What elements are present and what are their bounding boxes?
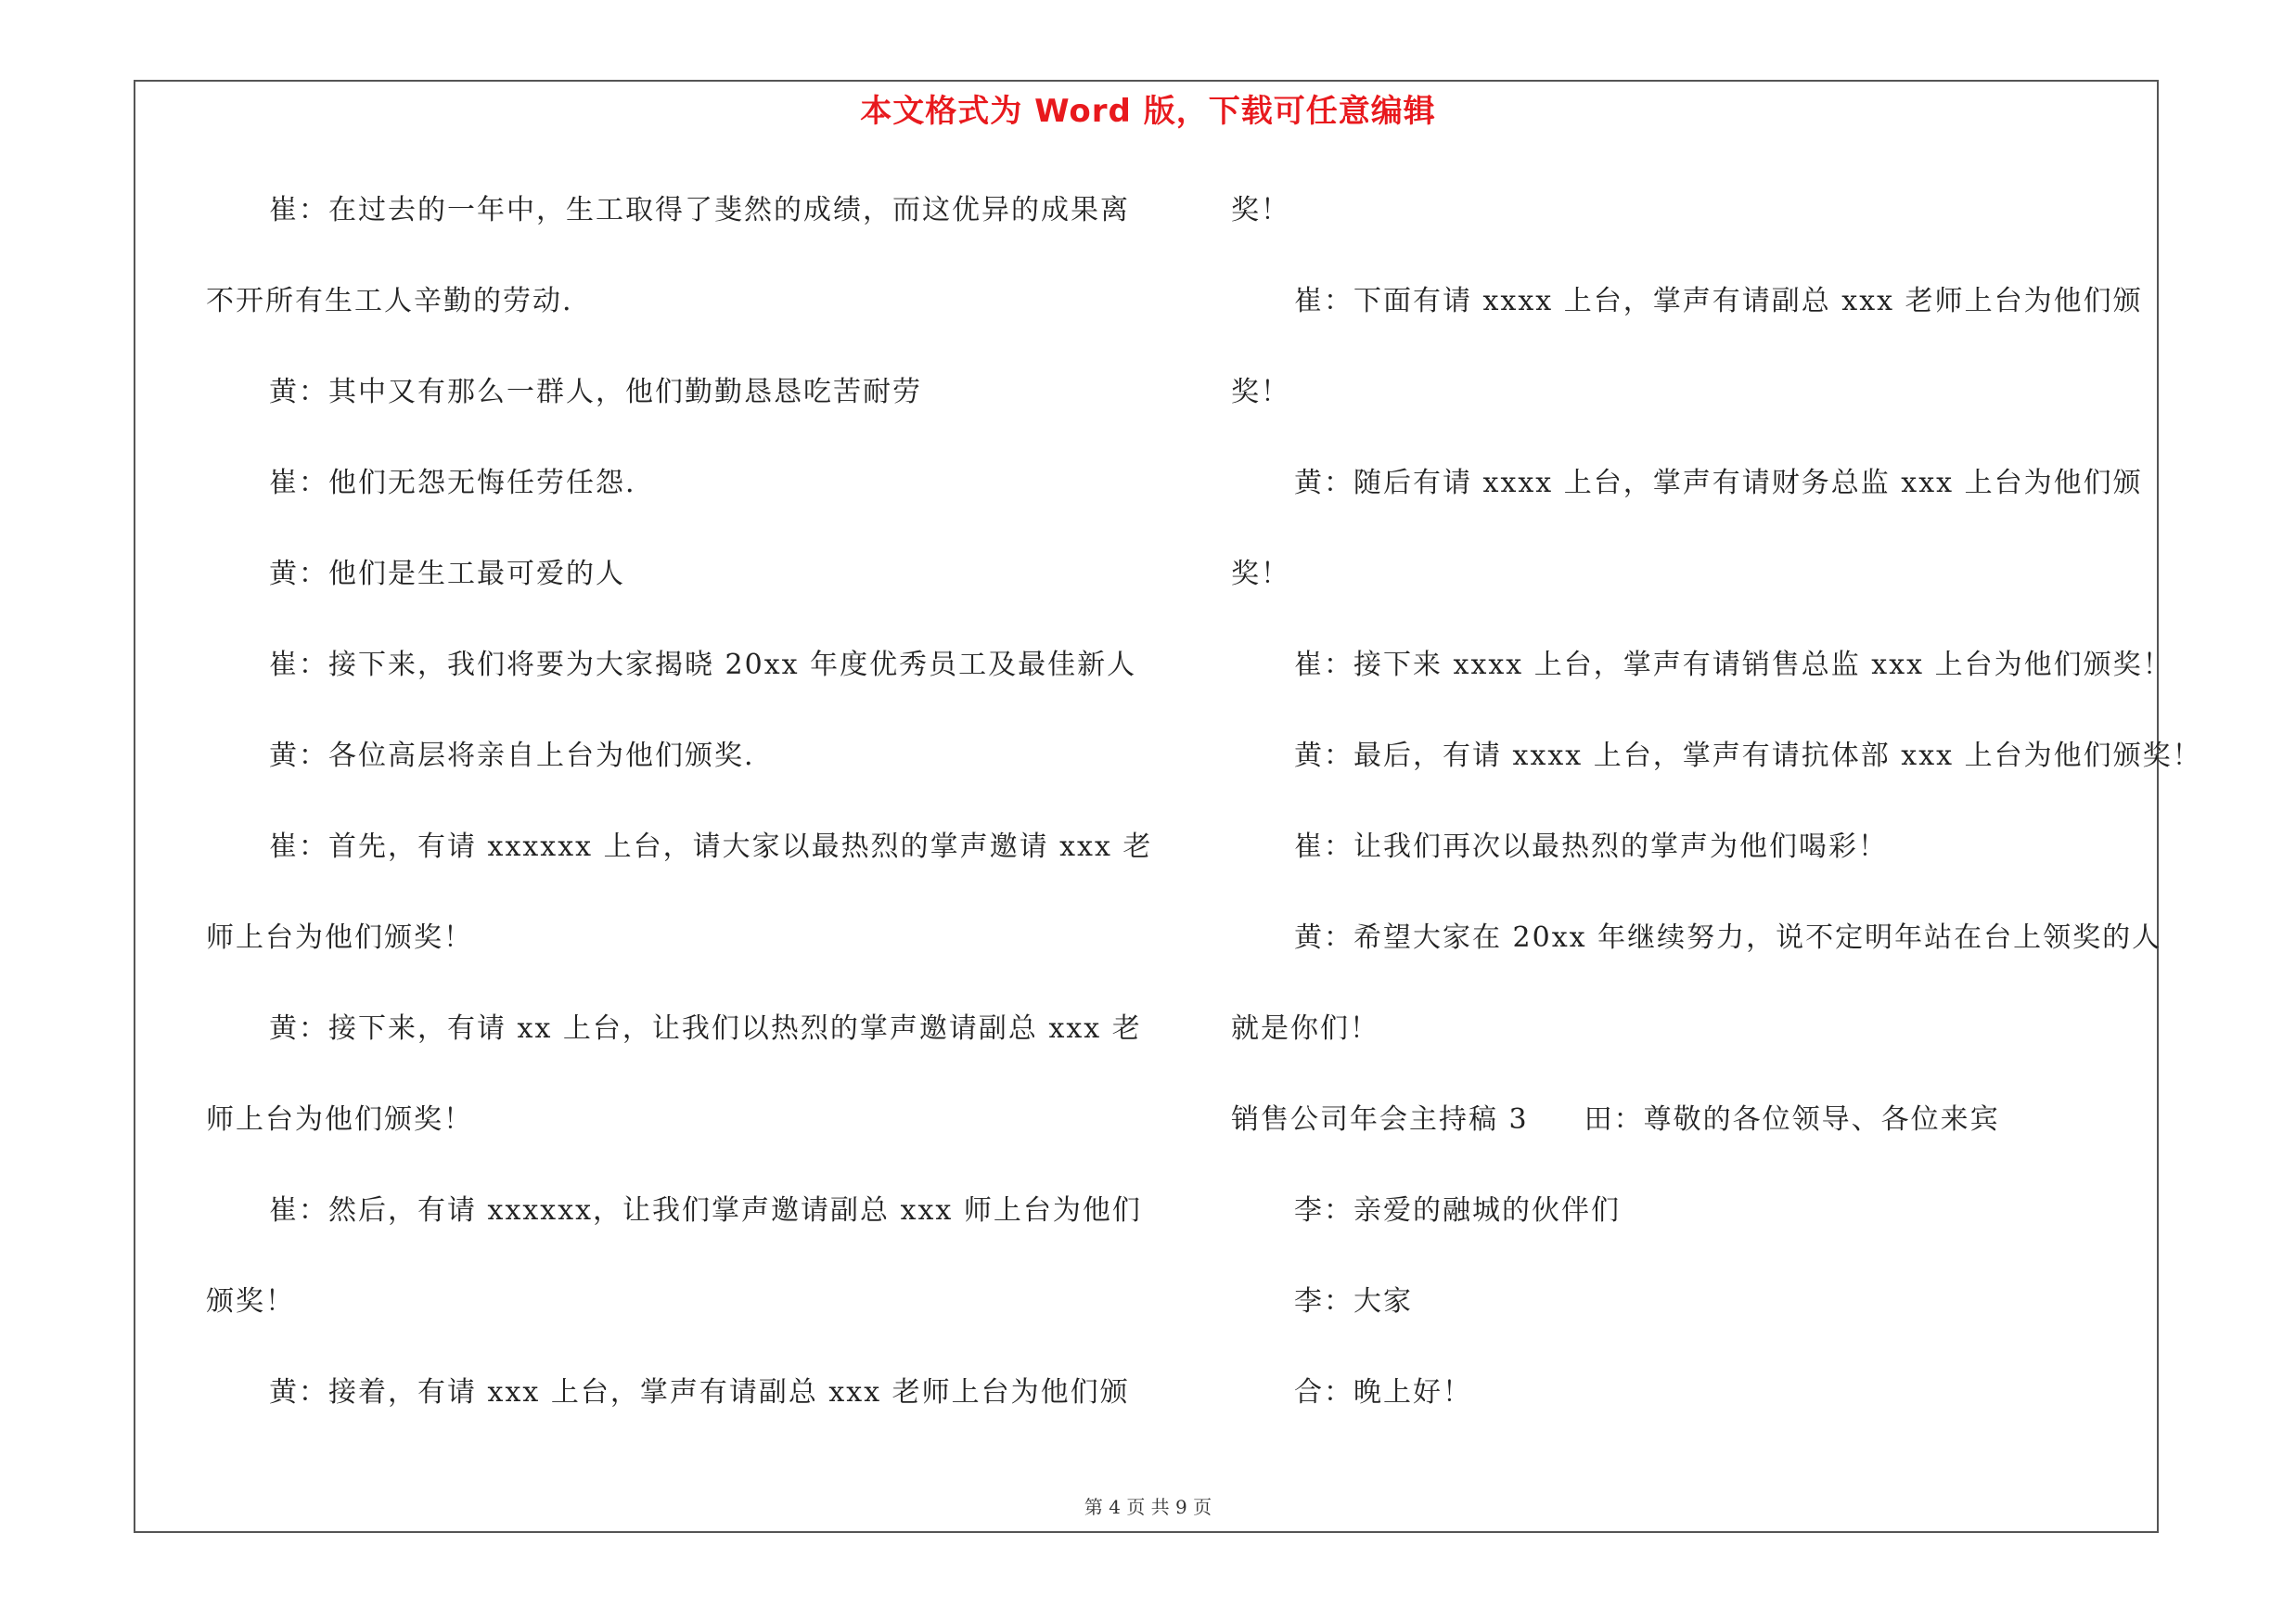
text-line: 崔：接下来，我们将要为大家揭晓 20xx 年度优秀员工及最佳新人 (269, 649, 1137, 681)
text-line: 崔：他们无怨无悔任劳任怨. (269, 467, 636, 499)
text-line: 师上台为他们颁奖！ (206, 921, 473, 954)
text-line: 黄：他们是生工最可爱的人 (269, 558, 625, 590)
text-line: 黄：希望大家在 20xx 年继续努力，说不定明年站在台上领奖的人 (1294, 921, 2162, 954)
text-line: 黄：随后有请 xxxx 上台，掌声有请财务总监 xxx 上台为他们颁 (1294, 467, 2143, 499)
text-line: 崔：让我们再次以最热烈的掌声为他们喝彩！ (1294, 831, 1888, 863)
text-line: 合：晚上好！ (1294, 1376, 1472, 1409)
format-banner: 本文格式为 Word 版，下载可任意编辑 (860, 93, 1436, 130)
text-line: 崔：然后，有请 xxxxxx，让我们掌声邀请副总 xxx 师上台为他们 (269, 1194, 1142, 1227)
text-line: 师上台为他们颁奖！ (206, 1103, 473, 1136)
section-heading: 销售公司年会主持稿 3 (1231, 1103, 1529, 1136)
text-line: 奖！ (1231, 194, 1290, 226)
text-line: 崔：接下来 xxxx 上台，掌声有请销售总监 xxx 上台为他们颁奖！ (1294, 649, 2173, 681)
text-line: 崔：首先，有请 xxxxxx 上台，请大家以最热烈的掌声邀请 xxx 老 (269, 831, 1153, 863)
text-line: 黄：接下来，有请 xx 上台，让我们以热烈的掌声邀请副总 xxx 老 (269, 1012, 1142, 1045)
text-line: 黄：最后，有请 xxxx 上台，掌声有请抗体部 xxx 上台为他们颁奖！ (1294, 740, 2202, 772)
text-line: 不开所有生工人辛勤的劳动. (206, 285, 573, 317)
text-line: 崔：在过去的一年中，生工取得了斐然的成绩，而这优异的成果离 (269, 194, 1130, 226)
text-line: 颁奖！ (206, 1285, 295, 1318)
text-line: 崔：下面有请 xxxx 上台，掌声有请副总 xxx 老师上台为他们颁 (1294, 285, 2143, 317)
text-line: 奖！ (1231, 558, 1290, 590)
text-line: 李：亲爱的融城的伙伴们 (1294, 1194, 1621, 1227)
section-heading-line (1231, 1091, 2177, 1182)
text-line: 奖！ (1231, 376, 1290, 408)
text-line: 李：大家 (1294, 1285, 1413, 1318)
page-footer: 第 4 页 共 9 页 (1084, 1496, 1212, 1518)
left-column (206, 182, 1153, 1455)
right-column (1231, 182, 2202, 1455)
text-line: 就是你们！ (1231, 1012, 1379, 1045)
text-line: 黄：各位高层将亲自上台为他们颁奖. (269, 740, 755, 772)
text-line: 黄：其中又有那么一群人，他们勤勤恳恳吃苦耐劳 (269, 376, 922, 408)
section-opening-line: 田：尊敬的各位领导、各位来宾 (1584, 1103, 2000, 1136)
text-line: 黄：接着，有请 xxx 上台，掌声有请副总 xxx 老师上台为他们颁 (269, 1376, 1130, 1409)
